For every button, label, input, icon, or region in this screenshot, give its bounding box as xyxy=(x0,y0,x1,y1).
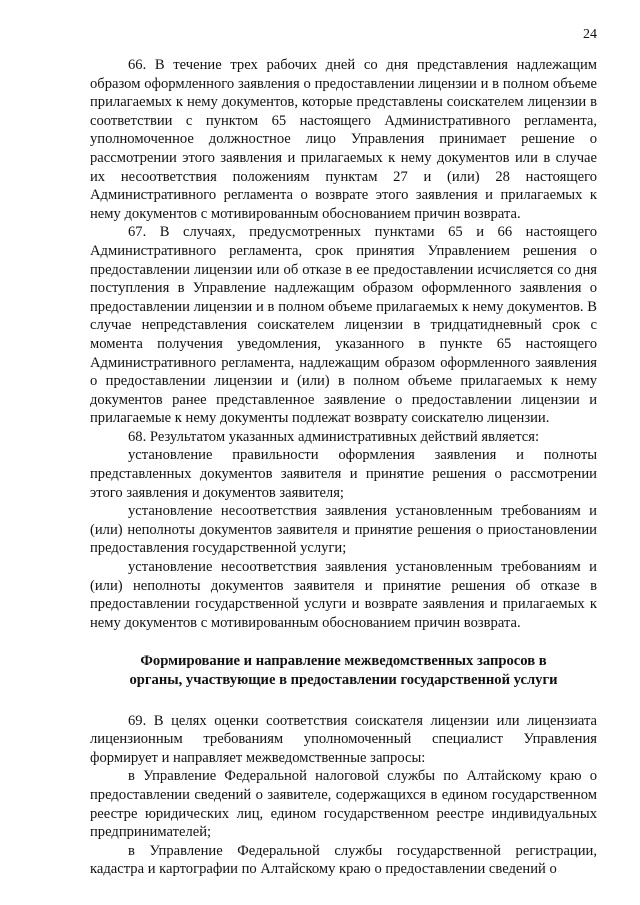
section-heading xyxy=(90,652,597,689)
page-number: 24 xyxy=(583,27,597,42)
paragraph-66: 66. В течение трех рабочих дней со дня представления надлежащим образом оформленного заявления о предоставлении лицензии и в полном объеме прилагаемых к нему документов, которые представлены соискателем лицензии в соответствии с пунктом 65 настоящего Административного регламента, уполномоченное должностное лицо Управления принимает решение о рассмотрении этого заявления и прилагаемых к нему документов или в случае их несоответствия положениям пунктам 27 и (или) 28 настоящего Административного регламента о возврате этого заявления и прилагаемых к нему документов с мотивированным обоснованием причин возврата. xyxy=(90,57,597,222)
paragraph-68-item-1: установление правильности оформления заявления и полноты представленных документов заявителя и принятие решения о рассмотрении этого заявления и документов заявителя; xyxy=(90,447,597,501)
paragraph-67: 67. В случаях, предусмотренных пунктами 65 и 66 настоящего Административного регламента, срок принятия Управлением решения о предоставлении лицензии или об отказе в ее предоставлении исчисляется со дня поступления в Управление надлежащим образом оформленного заявления о предоставлении лицензии и в полном объеме прилагаемых к нему документов. В случае непредставления соискателем лицензии в тридцатидневный срок с момента получения уведомления, указанного в пункте 65 настоящего Административного регламента, надлежащим образом оформленного заявления о предоставлении лицензии и (или) в полном объеме прилагаемых к нему документов ранее представленное заявление о предоставлении лицензии и прилагаемые к нему документы подлежат возврату соискателю лицензии. xyxy=(90,224,597,427)
paragraph-68-item-2: установление несоответствия заявления установленным требованиям и (или) неполноты документов заявителя и принятие решения о приостановлении предоставления государственной услуги; xyxy=(90,503,597,557)
paragraph-69: 69. В целях оценки соответствия соискателя лицензии или лицензиата лицензионным требованиям уполномоченный специалист Управления формирует и направляет межведомственные запросы: xyxy=(90,712,597,766)
document-body xyxy=(90,56,597,879)
section-heading-line-2: органы, участвующие в предоставлении государственной услуги xyxy=(129,672,558,688)
section-heading-line-1: Формирование и направление межведомственных запросов в xyxy=(140,653,547,670)
paragraph-69-item-1: в Управление Федеральной налоговой службы по Алтайскому краю о предоставлении сведений о заявителе, содержащихся в едином государственном реестре юридических лиц, едином государственном реестре индивидуальных предпринимателей; xyxy=(90,768,597,841)
paragraph-68-item-3: установление несоответствия заявления установленным требованиям и (или) неполноты документов заявителя и принятие решения об отказе в предоставлении государственной услуги и возврате заявления и прилагаемых к нему документов с мотивированным обоснованием причин возврата. xyxy=(90,559,597,631)
paragraph-69-item-2: в Управление Федеральной службы государственной регистрации, кадастра и картографии по Алтайскому краю о предоставлении сведений о xyxy=(90,842,597,878)
paragraph-68: 68. Результатом указанных административных действий является: xyxy=(128,428,540,445)
